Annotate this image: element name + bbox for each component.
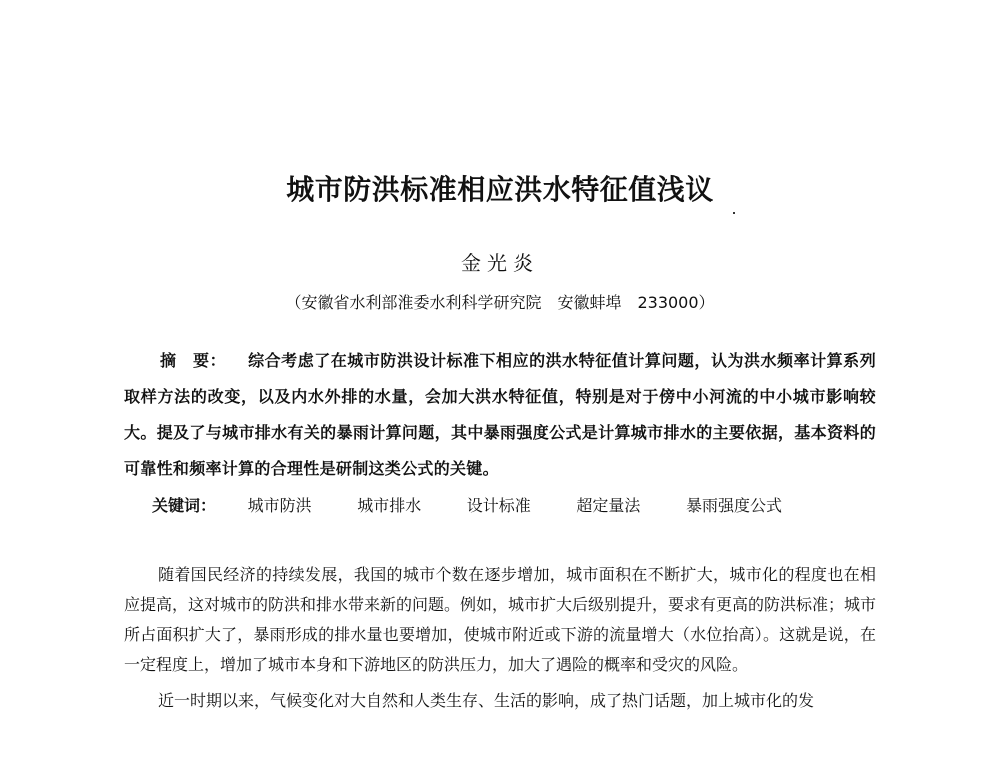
keyword: 暴雨强度公式 [685,496,782,515]
keyword: 城市排水 [357,496,422,515]
keyword: 城市防洪 [247,496,312,515]
keyword: 设计标准 [466,496,531,515]
keywords-label: 关键词： [152,496,217,515]
keyword: 超定量法 [576,496,641,515]
abstract-text: 综合考虑了在城市防洪设计标准下相应的洪水特征值计算问题，认为洪水频率计算系列取样方法的改变，以及内水外排的水量，会加大洪水特征值，特别是对于傍中小河流的中小城市影响较大。提及了与城市排水有关的暴雨计算问题，其中暴雨强度公式是计算城市排水的主要依据，基本资料的可靠性和频率计算的合理性是研制这类公式的关键。 [124,351,877,478]
abstract-label: 摘 要： [160,351,227,370]
body-text [124,560,876,722]
abstract-section [124,343,876,487]
author-name: 金光炎 [461,251,539,275]
author-affiliation: （安徽省水利部淮委水利科学研究院 安徽蚌埠 233000） [285,293,715,312]
paper-title: 城市防洪标准相应洪水特征值浅议 [286,173,714,206]
keywords-section [152,493,876,516]
body-paragraph: 随着国民经济的持续发展，我国的城市个数在逐步增加，城市面积在不断扩大，城市化的程度也在相应提高，这对城市的防洪和排水带来新的问题。例如，城市扩大后级别提升，要求有更高的防洪标准；城市所占面积扩大了，暴雨形成的排水量也要增加，使城市附近或下游的流量增大（水位抬高）。这就是说，在一定程度上，增加了城市本身和下游地区的防洪压力，加大了遇险的概率和受灾的风险。 [124,565,877,674]
body-paragraph: 近一时期以来，气候变化对大自然和人类生存、生活的影响，成了热门话题，加上城市化的发 [158,691,815,710]
scan-speck [733,212,735,214]
